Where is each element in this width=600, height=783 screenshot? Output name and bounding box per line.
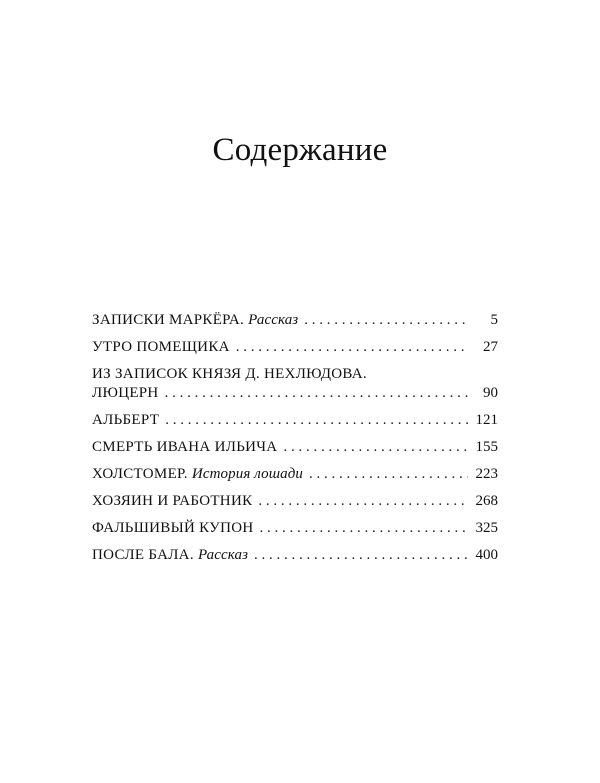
toc-subtitle: Рассказ: [248, 312, 299, 328]
toc-leader-dots: [309, 465, 468, 484]
toc-line: [92, 465, 498, 484]
toc-page-number: 325: [475, 520, 498, 536]
toc-leader-dots: [283, 438, 468, 457]
toc-entry[interactable]: [92, 465, 498, 484]
toc-leader-dots: [304, 311, 468, 330]
toc-line: [92, 492, 498, 511]
toc-title-wrap: [92, 465, 303, 484]
toc-page-number: 223: [475, 466, 498, 482]
toc-title: ПОСЛЕ БАЛА.: [92, 547, 194, 563]
toc-page-number: 400: [475, 547, 498, 563]
toc-entry[interactable]: [92, 365, 498, 403]
toc-page-number: 90: [483, 385, 498, 401]
toc-title: ХОЗЯИН И РАБОТНИК: [92, 493, 253, 509]
toc-title: ФАЛЬШИВЫЙ КУПОН: [92, 520, 254, 536]
toc-line: [92, 519, 498, 538]
toc-line: [92, 338, 498, 357]
toc-title: АЛЬБЕРТ: [92, 412, 160, 428]
toc-title: ИЗ ЗАПИСОК КНЯЗЯ Д. НЕХЛЮДОВА.: [92, 366, 367, 382]
toc-title-wrap: [92, 546, 248, 565]
toc-page-number: 27: [483, 339, 498, 355]
toc-leader-dots: [165, 384, 468, 403]
toc-title-continued: ЛЮЦЕРН: [92, 385, 159, 401]
toc-line: [92, 311, 498, 330]
toc-entry[interactable]: [92, 492, 498, 511]
toc-line: [92, 438, 498, 457]
table-of-contents: [92, 311, 498, 573]
toc-title: УТРО ПОМЕЩИКА: [92, 339, 230, 355]
toc-leader-dots: [258, 492, 468, 511]
toc-entry[interactable]: [92, 519, 498, 538]
page-title: Содержание: [212, 132, 388, 169]
toc-entry[interactable]: [92, 411, 498, 430]
toc-line: [92, 384, 498, 403]
toc-title-wrap: [92, 311, 298, 330]
toc-entry[interactable]: [92, 546, 498, 565]
toc-leader-dots: [259, 519, 468, 538]
toc-title: ХОЛСТОМЕР.: [92, 466, 188, 482]
toc-leader-dots: [236, 338, 468, 357]
toc-subtitle: История лошади: [191, 466, 304, 482]
toc-line: [92, 411, 498, 430]
toc-leader-dots: [254, 546, 468, 565]
toc-entry[interactable]: [92, 338, 498, 357]
toc-subtitle: Рассказ: [197, 547, 249, 563]
toc-leader-dots: [165, 411, 468, 430]
toc-page-number: 5: [490, 312, 498, 328]
toc-title: СМЕРТЬ ИВАНА ИЛЬИЧА: [92, 439, 278, 455]
toc-title: ЗАПИСКИ МАРКЁРА.: [92, 312, 245, 328]
toc-line: [92, 546, 498, 565]
toc-entry[interactable]: [92, 311, 498, 330]
toc-page-number: 155: [475, 439, 498, 455]
toc-entry[interactable]: [92, 438, 498, 457]
toc-page-number: 268: [475, 493, 498, 509]
toc-page-number: 121: [475, 412, 498, 428]
